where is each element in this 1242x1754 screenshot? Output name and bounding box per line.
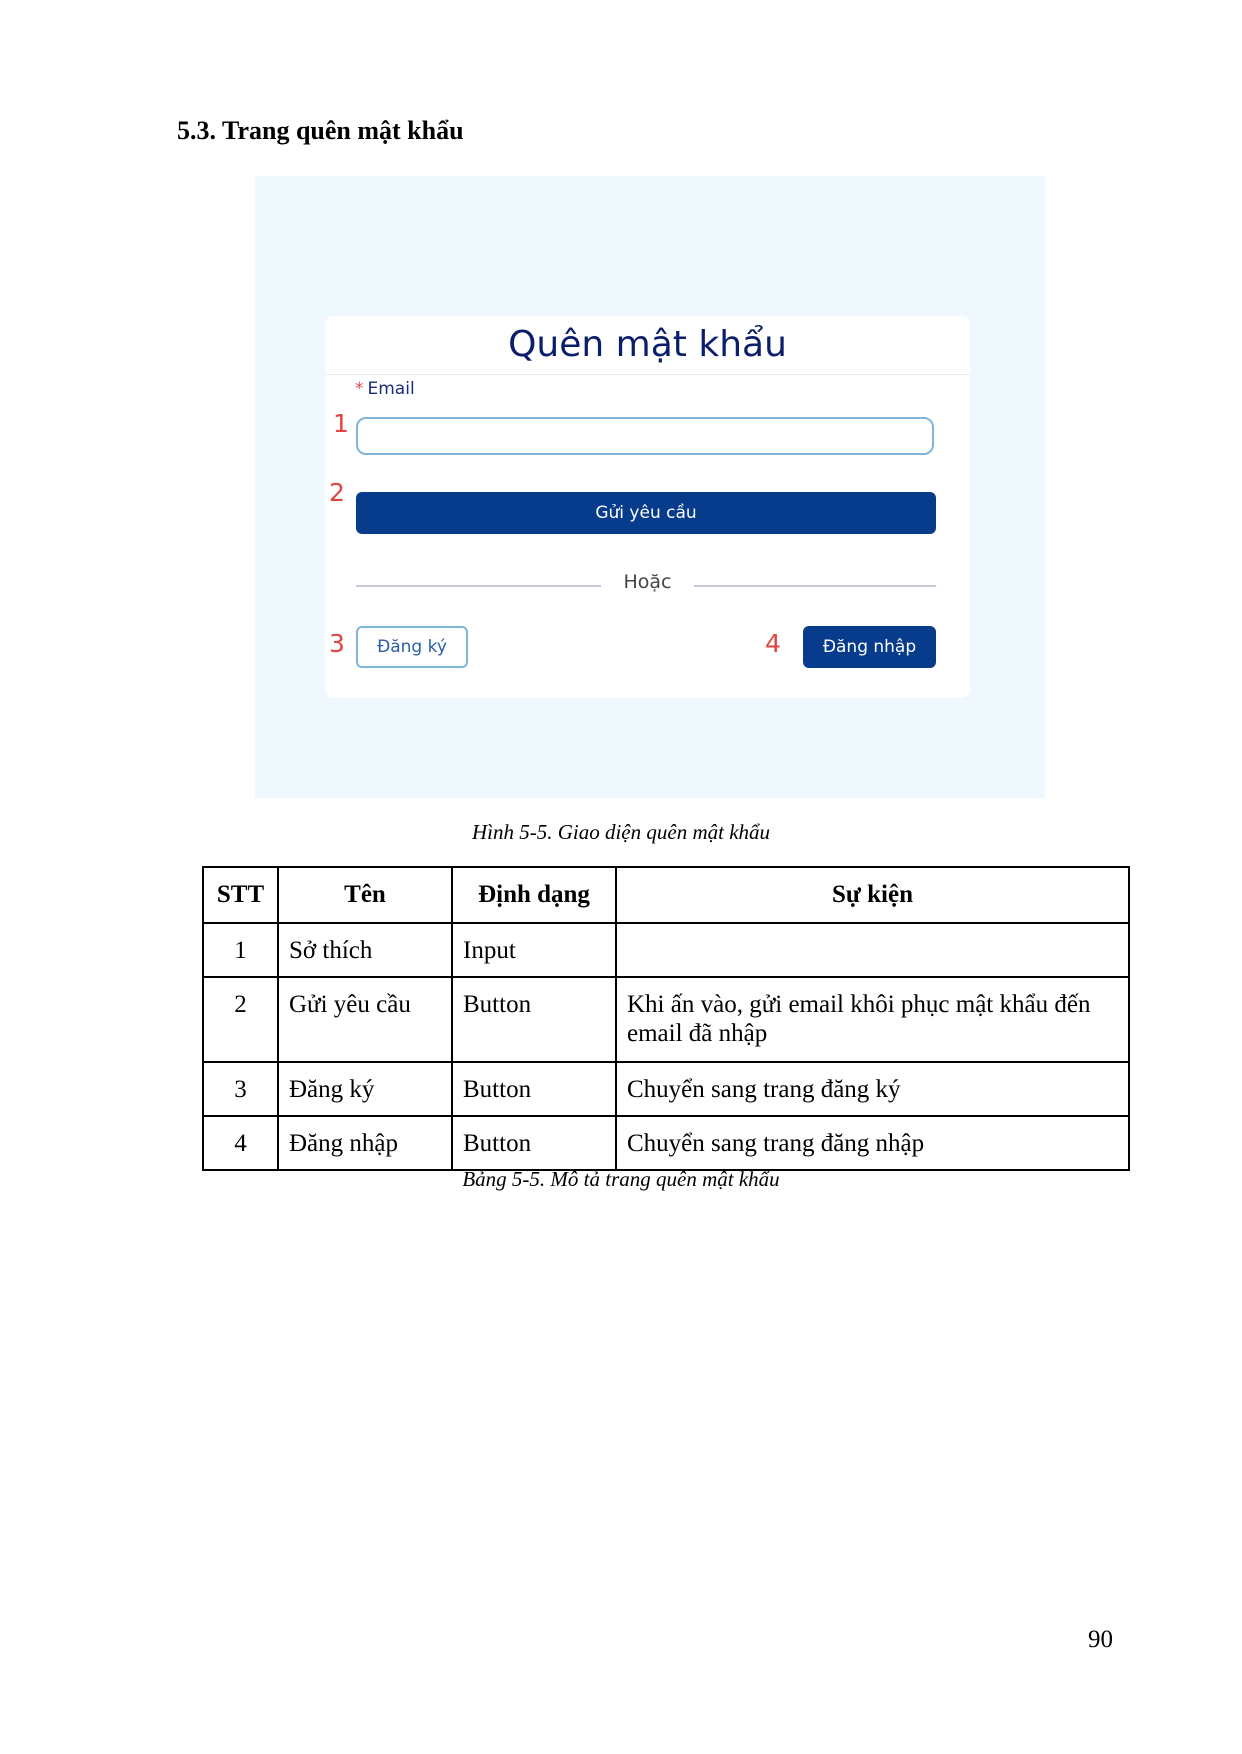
marker-3: 3 (329, 629, 345, 658)
table-row (203, 1062, 1129, 1116)
cell-stt: 4 (203, 1116, 278, 1170)
email-label-text: Email (367, 379, 415, 399)
cell-dinh-dang: Input (452, 923, 616, 977)
cell-su-kien: Chuyển sang trang đăng nhập (616, 1116, 1129, 1170)
marker-1: 1 (333, 409, 349, 438)
marker-2: 2 (329, 478, 345, 507)
or-divider-right (694, 585, 936, 587)
cell-ten: Gửi yêu cầu (278, 977, 452, 1062)
header-su-kien: Sự kiện (616, 867, 1129, 923)
cell-dinh-dang: Button (452, 1116, 616, 1170)
cell-su-kien: Khi ấn vào, gửi email khôi phục mật khẩu đến email đã nhập (616, 977, 1129, 1062)
cell-su-kien (616, 923, 1129, 977)
cell-dinh-dang: Button (452, 977, 616, 1062)
description-table (202, 866, 1130, 1171)
cell-su-kien: Chuyển sang trang đăng ký (616, 1062, 1129, 1116)
required-mark: * (355, 379, 364, 399)
page-number: 90 (1088, 1626, 1113, 1653)
cell-stt: 2 (203, 977, 278, 1062)
login-button[interactable]: Đăng nhập (803, 626, 936, 668)
marker-4: 4 (765, 629, 781, 658)
section-title: 5.3. Trang quên mật khẩu (177, 116, 464, 145)
cell-stt: 1 (203, 923, 278, 977)
email-label (355, 379, 415, 399)
table-header-row (203, 867, 1129, 923)
forgot-password-card (325, 316, 970, 698)
header-stt: STT (203, 867, 278, 923)
header-dinh-dang: Định dạng (452, 867, 616, 923)
cell-stt: 3 (203, 1062, 278, 1116)
header-ten: Tên (278, 867, 452, 923)
card-divider (325, 374, 970, 375)
table-caption: Bảng 5-5. Mô tả trang quên mật khẩu (462, 1167, 780, 1191)
table-row (203, 923, 1129, 977)
or-divider-left (356, 585, 601, 587)
cell-ten: Đăng ký (278, 1062, 452, 1116)
card-title: Quên mật khẩu (508, 324, 787, 365)
table-row (203, 1116, 1129, 1170)
register-button[interactable]: Đăng ký (356, 626, 468, 668)
cell-ten: Đăng nhập (278, 1116, 452, 1170)
figure-caption: Hình 5-5. Giao diện quên mật khẩu (471, 820, 771, 844)
forgot-password-screenshot (255, 176, 1045, 798)
cell-dinh-dang: Button (452, 1062, 616, 1116)
submit-request-button[interactable]: Gửi yêu cầu (356, 492, 936, 534)
cell-ten: Sở thích (278, 923, 452, 977)
table-row (203, 977, 1129, 1062)
or-label: Hoặc (623, 571, 672, 593)
email-input[interactable] (356, 417, 934, 455)
